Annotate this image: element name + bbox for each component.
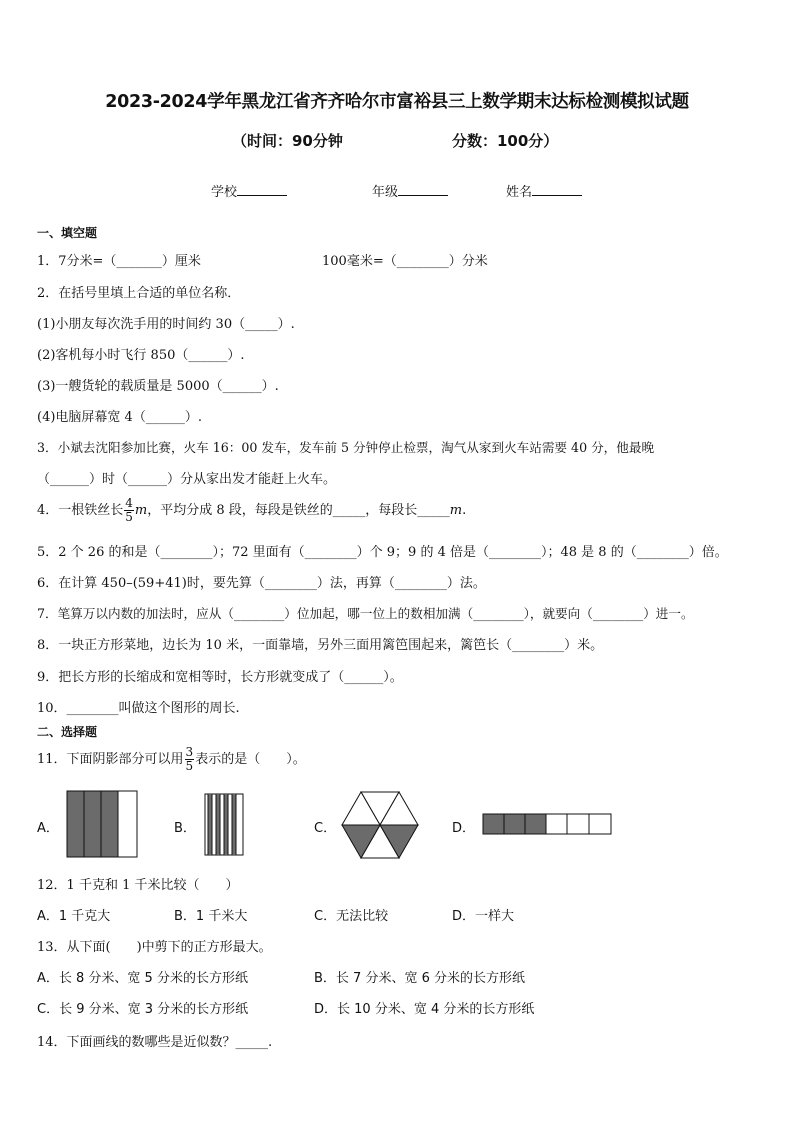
q11-option-d-label[interactable]: D． [452,821,476,836]
q11-figure-b[interactable] [204,793,244,856]
grade-label: 年级 [372,185,399,200]
q2-part2: (2)客机每小时飞行 850（______）. [37,348,245,363]
q5: 5．2 个 26 的和是（________）；72 里面有（________）个 9；9 的 4 倍是（________）；48 是 8 的（________）倍。 [37,545,728,560]
exam-score: 分数：100分） [452,132,559,150]
q4-pre: 4．一根铁丝长 [37,503,124,518]
q9: 9．把长方形的长缩成和宽相等时，长方形就变成了（______）。 [37,670,403,685]
q1-a: 1．7分米=（_______）厘米 [37,254,201,269]
q11-pre: 11．下面阴影部分可以用 [37,752,184,767]
q4 [37,497,466,524]
q11-option-c-label[interactable]: C． [314,821,337,836]
q4-end: . [462,503,467,518]
name-label: 姓名 [506,185,533,200]
q3-line2: （______）时（______）分从家出发才能赶上火车。 [37,472,337,487]
q13-option-d[interactable]: D．长 10 分米、宽 4 分米的长方形纸 [314,1002,535,1017]
school-label: 学校 [211,185,238,200]
q13-option-b[interactable]: B．长 7 分米、宽 6 分米的长方形纸 [314,971,525,986]
q11-figure-a[interactable] [66,790,138,858]
q11-figure-c[interactable] [340,790,420,860]
q4-fraction [124,497,134,524]
q2-part1: (1)小朋友每次洗手用的时间约 30（_____）. [37,317,295,332]
q11-post: 表示的是（ ）。 [195,752,306,767]
q4-mid: ，平均分成 8 段，每段是铁丝的_____，每段长_____ [147,503,450,518]
q13-option-a[interactable]: A．长 8 分米、宽 5 分米的长方形纸 [37,971,248,986]
q1-b: 100毫米=（________）分米 [322,254,488,269]
q13-option-c[interactable]: C．长 9 分米、宽 3 分米的长方形纸 [37,1002,249,1017]
q12-option-d[interactable]: D．一样大 [452,909,515,924]
q11-figure-d[interactable] [482,813,613,835]
q11-option-b-label[interactable]: B． [174,821,196,836]
q12-option-c[interactable]: C．无法比较 [314,909,389,924]
q2-part3: (3)一艘货轮的载质量是 5000（______）. [37,379,279,394]
q4-numerator: 4 [125,496,133,510]
q11-denominator: 5 [185,759,194,773]
section-choice-heading: 二、选择题 [37,725,98,739]
q4-unit2: m [449,503,463,518]
q3-line1: 3．小斌去沈阳参加比赛，火车 16：00 发车，发车前 5 分钟停止检票，淘气从家到火车站需要 40 分，他最晚 [37,440,655,455]
section-fill-heading: 一、填空题 [37,226,98,240]
q11-fraction [185,746,195,773]
q10: 10．________叫做这个图形的周长. [37,701,240,716]
q4-denominator: 5 [125,510,133,524]
name-field[interactable] [506,181,582,200]
q2-stem: 2．在括号里填上合适的单位名称． [37,286,241,301]
q11-stem [37,746,306,773]
page-title: 2023-2024学年黑龙江省齐齐哈尔市富裕县三上数学期末达标检测模拟试题 [105,92,689,112]
q12-option-b[interactable]: B．1 千米大 [174,909,248,924]
school-field[interactable] [211,181,287,200]
q11-option-a-label[interactable]: A． [37,821,59,836]
exam-time: （时间：90分钟 [232,132,343,150]
q7: 7．笔算万以内数的加法时，应从（________）位加起，哪一位上的数相加满（________），就要向（________）进一。 [37,606,694,621]
q13-stem: 13．从下面( )中剪下的正方形最大。 [37,940,272,955]
q6: 6．在计算 450–(59+41)时，要先算（________）法，再算（________）法。 [37,576,486,591]
q12-stem: 12．1 千克和 1 千米比较（ ） [37,878,239,893]
q4-unit: m [134,503,148,518]
q8: 8．一块正方形菜地，边长为 10 米，一面靠墙，另外三面用篱笆围起来，篱笆长（________）米。 [37,638,604,653]
grade-field[interactable] [372,181,448,200]
q14: 14．下面画线的数哪些是近似数？_____. [37,1035,273,1050]
q11-numerator: 3 [185,745,194,759]
q2-part4: (4)电脑屏幕宽 4（______）. [37,410,202,425]
q12-option-a[interactable]: A．1 千克大 [37,909,111,924]
